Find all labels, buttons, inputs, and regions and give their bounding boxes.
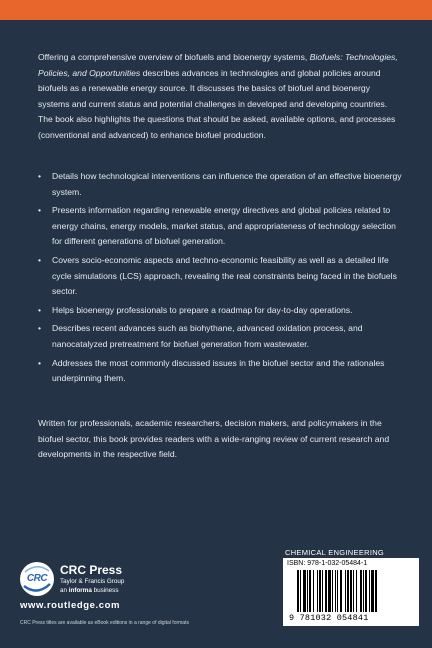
feature-bullet-list <box>38 169 403 390</box>
barcode-bar <box>325 570 327 612</box>
bullet-item: • Addresses the most commonly discussed issues in the biofuel sector and the rationales underpinning them. <box>38 356 403 387</box>
barcode-bar <box>300 570 301 612</box>
barcode-bar <box>303 570 306 612</box>
barcode-bar <box>347 570 349 612</box>
publisher-group: Taylor & Francis Group <box>60 578 125 585</box>
barcode-bar <box>332 570 333 612</box>
barcode-bar <box>322 570 323 612</box>
crc-press-logo <box>20 562 54 596</box>
barcode-bar <box>350 570 352 612</box>
barcode-bar <box>345 570 346 612</box>
top-color-band <box>0 0 432 20</box>
barcode-icon <box>297 570 407 612</box>
publisher-informa-line: an informa business <box>60 587 119 594</box>
subject-category: CHEMICAL ENGINEERING <box>285 548 385 557</box>
barcode-bar <box>319 570 321 612</box>
book-title-italic: Biofuels: Technologies, Policies, and Opportunities <box>38 52 398 78</box>
barcode-bar <box>363 570 364 612</box>
logo-text: CRC <box>26 573 48 584</box>
barcode-bar <box>335 570 336 612</box>
barcode-bar <box>313 570 314 612</box>
ebook-footnote: CRC Press titles are available as eBook editions in a range of digital formats <box>20 620 189 626</box>
barcode-bar <box>365 570 367 612</box>
barcode-bar <box>371 570 374 612</box>
barcode-bar <box>340 570 342 612</box>
publisher-name: CRC Press <box>60 563 123 577</box>
barcode-bar <box>309 570 311 612</box>
bullet-item: • Covers socio-economic aspects and techno-economic feasibility as well as a detailed life cycle simulations (LCS) approach, revealing the real constraints being faced in the biofuels sector. <box>38 253 403 300</box>
closing-paragraph: Written for professionals, academic researchers, decision makers, and policymakers in the biofuel sector, this book provides readers with a wide-ranging review of current research and developments in the respective field. <box>38 418 390 460</box>
bullet-item: • Details how technological interventions can influence the operation of an effective bioenergy system. <box>38 169 403 200</box>
barcode-bar <box>353 570 354 612</box>
barcode-bar <box>297 570 299 612</box>
barcode-bar <box>356 570 357 612</box>
isbn-label: ISBN: 978-1-032-05484-1 <box>287 560 368 567</box>
barcode-bar <box>317 570 318 612</box>
intro-paragraph <box>38 50 403 144</box>
publisher-website-link[interactable]: www.routledge.com <box>20 600 121 611</box>
isbn-barcode-box <box>283 558 419 626</box>
bullet-item: • Presents information regarding renewable energy directives and global policies related to energy chains, energy models, market status, and appropriateness of technology selection for different generations of biofuel generation. <box>38 203 403 250</box>
barcode-bar <box>375 570 377 612</box>
barcode-digits: 9 781032 054841 <box>289 613 369 623</box>
barcode-bar <box>360 570 362 612</box>
intro-text-start: Offering a comprehensive overview of biofuels and bioenergy systems, <box>38 52 310 62</box>
barcode-bar <box>369 570 370 612</box>
bullet-item: • Helps bioenergy professionals to prepare a roadmap for day-to-day operations. <box>38 303 403 319</box>
bullet-item: • Describes recent advances such as biohythane, advanced oxidation process, and nanocatalyzed pretreatment for biofuel generation from wastewater. <box>38 321 403 352</box>
barcode-bar <box>328 570 331 612</box>
barcode-bar <box>307 570 308 612</box>
barcode-bar <box>337 570 338 612</box>
intro-text-end: describes advances in technologies and global policies around biofuels as a renewable energy source. It discusses the basics of biofuel and bioenergy systems and current status and potential challenges in developed and developing countries. The book also highlights the questions that should be asked, available options, and processes (conventional and advanced) to enhance biofuel production. <box>38 67 396 140</box>
